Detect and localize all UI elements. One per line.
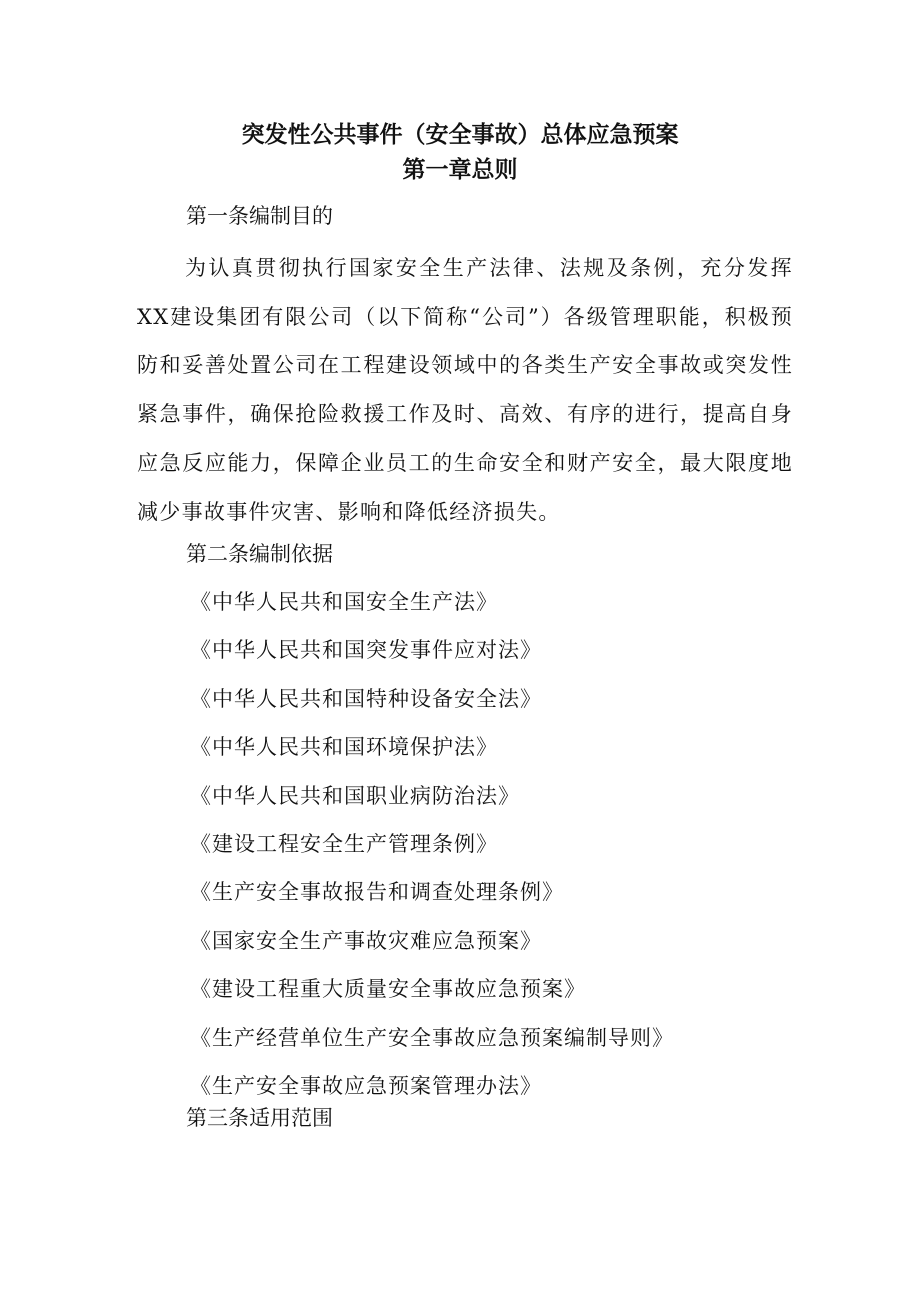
article-2-heading: 第二条编制依据 — [186, 542, 333, 566]
law-item: 《生产安全事故应急预案管理办法》 — [190, 1073, 542, 1098]
article-1-paragraph: 为认真贯彻执行国家安全生产法律、法规及条例，充分发挥XX建设集团有限公司（以下简称“公司”）各级管理职能，积极预防和妥善处置公司在工程建设领域中的各类生产安全事故或突发性紧急事件，确保抢险救援工作及时、高效、有序的进行，提高自身应急反应能力，保障企业员工的生命安全和财产安全，最大限度地减少事故事件灾害、影响和降低经济损失。 — [137, 256, 793, 524]
law-item: 《中华人民共和国安全生产法》 — [190, 590, 498, 614]
law-item: 《生产安全事故报告和调查处理条例》 — [190, 880, 564, 905]
document-title: 突发性公共事件（安全事故）总体应急预案 — [241, 122, 679, 148]
law-item: 《中华人民共和国环境保护法》 — [190, 735, 498, 760]
law-item: 《建设工程重大质量安全事故应急预案》 — [190, 977, 586, 1002]
law-item: 《国家安全生产事故灾难应急预案》 — [190, 928, 542, 953]
law-item: 《生产经营单位生产安全事故应急预案编制导则》 — [190, 1025, 674, 1050]
law-item: 《中华人民共和国特种设备安全法》 — [190, 686, 542, 711]
law-item: 《中华人民共和国突发事件应对法》 — [190, 638, 542, 663]
article-3-heading: 第三条适用范围 — [186, 1106, 333, 1130]
law-item: 《中华人民共和国职业病防治法》 — [190, 783, 520, 808]
chapter-title: 第一章总则 — [402, 157, 518, 183]
article-1-heading: 第一条编制目的 — [186, 204, 333, 228]
law-item: 《建设工程安全生产管理条例》 — [190, 831, 498, 856]
law-list — [190, 587, 674, 1119]
